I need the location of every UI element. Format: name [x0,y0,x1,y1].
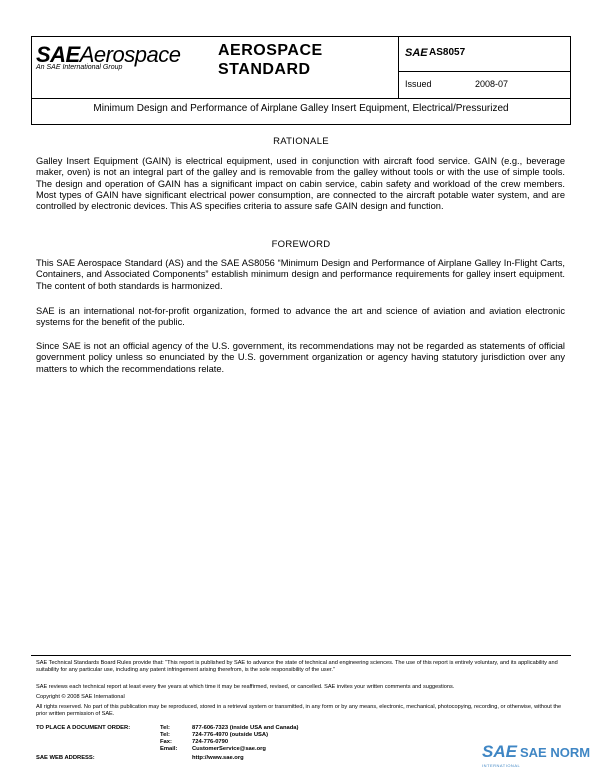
footer-rights: All rights reserved. No part of this publication may be reproduced, stored in a retrieval system or transmitted, in any form or by any means, electronic, mechanical, photocopying, recording, or otherwise, without the prior written permission of SAE. [36,704,562,717]
watermark-norm-text: SAE NORM [520,745,591,760]
logo-aerospace-text: Aerospace [79,42,181,67]
document-title: Minimum Design and Performance of Airplane Galley Insert Equipment, Electrical/Pressurized [93,103,509,114]
sae-aerospace-logo [32,37,218,98]
doc-number: AS8057 [429,47,466,58]
footer-notice-rules: SAE Technical Standards Board Rules provide that: “This report is published by SAE to advance the state of technical and engineering sciences. The use of this report is entirely voluntary, and its applicability and suitability for any particular use, including any patent infringement arising therefrom, is the sole responsibility of the user.” [36,660,558,673]
header-top-row [32,37,570,99]
doc-prefix: SAE [405,47,428,59]
foreword-paragraph-2: SAE is an international not-for-profit organization, formed to advance the art and science of aviation and aviation electronic systems for the benefit of the public. [36,306,565,328]
footer-copyright: Copyright © 2008 SAE International [36,694,125,700]
standard-line2: STANDARD [218,61,311,78]
foreword-paragraph-3: Since SAE is not an official agency of the U.S. government, its recommendations may not be regarded as statements of official government policy unless so enunciated by the U.S. government organization or agency having statutory jurisdiction over any matters to which the recommendations relate. [36,341,565,374]
tel-value: 877-606-7323 (inside USA and Canada) [192,725,299,731]
foreword-heading: FOREWORD [271,239,331,250]
footer-divider [31,655,571,656]
standard-line1: AEROSPACE [218,42,323,59]
tel-label: Tel: [160,725,170,731]
document-id-cell [398,37,571,98]
rationale-text: Galley Insert Equipment (GAIN) is electrical equipment, used in conjunction with aircraft food service. GAIN (e.g., beverage maker, oven) is not an integral part of the galley and is removable from the galley without tools or with the use of simple tools. The design and operation of GAIN has a significant impact on cabin service, cabin safety and workload of the crew members. Most types of GAIN have significant electrical power consumption, are connected to the aircraft potable water system, and are controlled by electronic devices. This AS specifies criteria to assure safe GAIN design and function. [36,156,565,212]
issued-date: 2008-07 [475,79,509,89]
footer-notice-review: SAE reviews each technical report at least every five years at which time it may be reaffirmed, revised, or cancelled. SAE invites your written comments and suggestions. [36,684,455,690]
web-value: http://www.sae.org [192,755,244,761]
web-label: SAE WEB ADDRESS: [36,755,95,761]
watermark-subtext: INTERNATIONAL [482,763,521,768]
logo-subtitle: An SAE International Group [36,64,123,71]
logo-sae-text: SAE [36,42,80,67]
foreword-paragraph-1: This SAE Aerospace Standard (AS) and the SAE AS8056 “Minimum Design and Performance of Airplane Galley In-Flight Carts, Containers, and Associated Components” establish minimum design and performance requirements for galley insert equipment. The content of both standards is harmonized. [36,258,565,291]
issued-label: Issued [405,79,432,89]
fax-label: Fax: [160,739,172,745]
tel2-value: 724-776-4970 (outside USA) [192,732,269,738]
document-header [31,36,571,125]
fax-value: 724-776-0790 [192,739,229,745]
rationale-heading: RATIONALE [273,136,329,147]
order-label: TO PLACE A DOCUMENT ORDER: [36,725,131,731]
email-value: CustomerService@sae.org [192,746,266,752]
watermark-sae-logo: SAE [482,742,517,761]
email-label: Email: [160,746,178,752]
standard-type [218,37,398,98]
tel2-label: Tel: [160,732,170,738]
sae-norm-watermark [482,742,600,776]
